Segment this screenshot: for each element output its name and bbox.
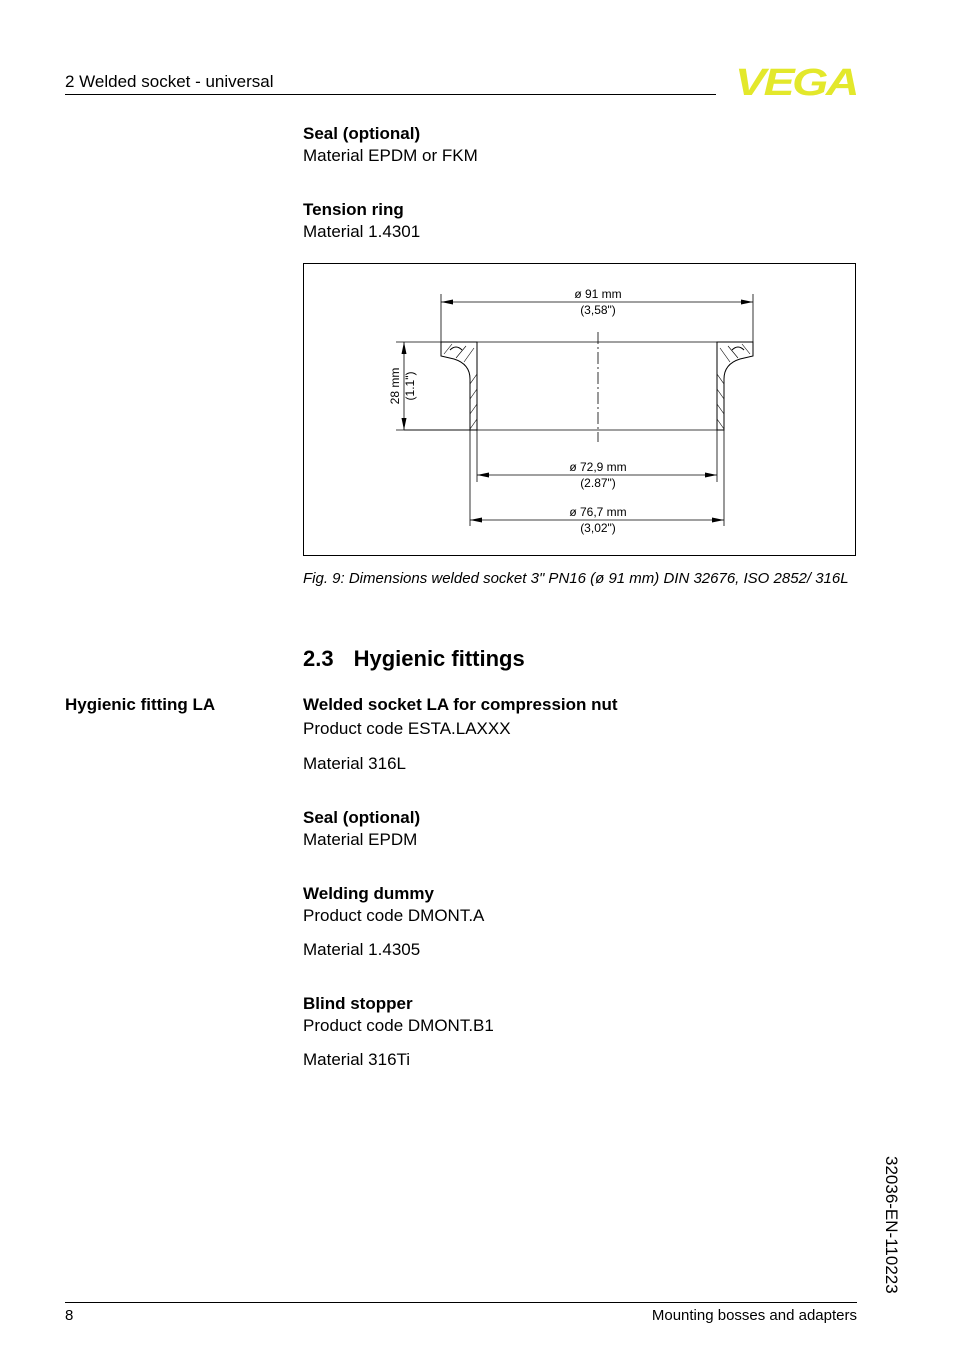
welded-socket-la-title: Welded socket LA for compression nut xyxy=(303,695,618,714)
tension-ring-title: Tension ring xyxy=(303,200,404,219)
dim-inner-inch-label: (2.87") xyxy=(580,476,616,490)
welded-socket-drawing xyxy=(304,264,855,555)
tension-ring-material: Material 1.4301 xyxy=(303,222,421,241)
figure-frame xyxy=(303,263,856,556)
left-ferrule-profile xyxy=(441,342,477,430)
blind-stopper-product-code: Product code DMONT.B1 xyxy=(303,1016,494,1035)
header-rule xyxy=(65,94,716,95)
welding-dummy-title: Welding dummy xyxy=(303,884,434,903)
welded-socket-la-product-code: Product code ESTA.LAXXX xyxy=(303,719,511,738)
document-number-vertical xyxy=(875,1156,901,1306)
footer-page-number: 8 xyxy=(65,1307,74,1324)
section-heading xyxy=(303,646,525,672)
document-number: 32036-EN-110223 xyxy=(882,1156,901,1294)
welding-dummy-product-code: Product code DMONT.A xyxy=(303,906,485,925)
vega-logo xyxy=(735,64,859,98)
footer-doc-title: Mounting bosses and adapters xyxy=(651,1307,857,1324)
dim-mid-label: ø 76,7 mm xyxy=(569,505,627,519)
welded-socket-la-material: Material 316L xyxy=(303,754,407,773)
header-chapter-title: 2 Welded socket - universal xyxy=(65,72,274,91)
seal-la-material: Material EPDM xyxy=(303,830,418,849)
side-label-hygienic-fitting: Hygienic fitting LA xyxy=(65,695,216,714)
vega-logo-text: VEGA xyxy=(735,64,857,98)
footer-rule xyxy=(65,1302,857,1303)
dim-outer-label: ø 91 mm xyxy=(574,287,622,301)
dim-mid-inch-label: (3,02") xyxy=(580,521,616,535)
dim-height-label: 28 mm xyxy=(388,367,402,405)
section-title: Hygienic fittings xyxy=(353,646,525,671)
dim-outer-inch-label: (3,58") xyxy=(580,303,616,317)
blind-stopper-material: Material 316Ti xyxy=(303,1050,411,1069)
section-number: 2.3 xyxy=(303,646,334,671)
seal-material: Material EPDM or FKM xyxy=(303,146,478,165)
dim-height-inch-label: (1.1") xyxy=(403,371,417,401)
right-ferrule-profile xyxy=(717,342,753,430)
blind-stopper-title: Blind stopper xyxy=(303,994,413,1013)
dim-inner-label: ø 72,9 mm xyxy=(569,460,627,474)
seal-la-title: Seal (optional) xyxy=(303,808,421,827)
figure-caption: Fig. 9: Dimensions welded socket 3" PN16 (ø 91 mm) DIN 32676, ISO 2852/ 316L xyxy=(303,570,849,587)
seal-title: Seal (optional) xyxy=(303,124,421,143)
welding-dummy-material: Material 1.4305 xyxy=(303,940,421,959)
